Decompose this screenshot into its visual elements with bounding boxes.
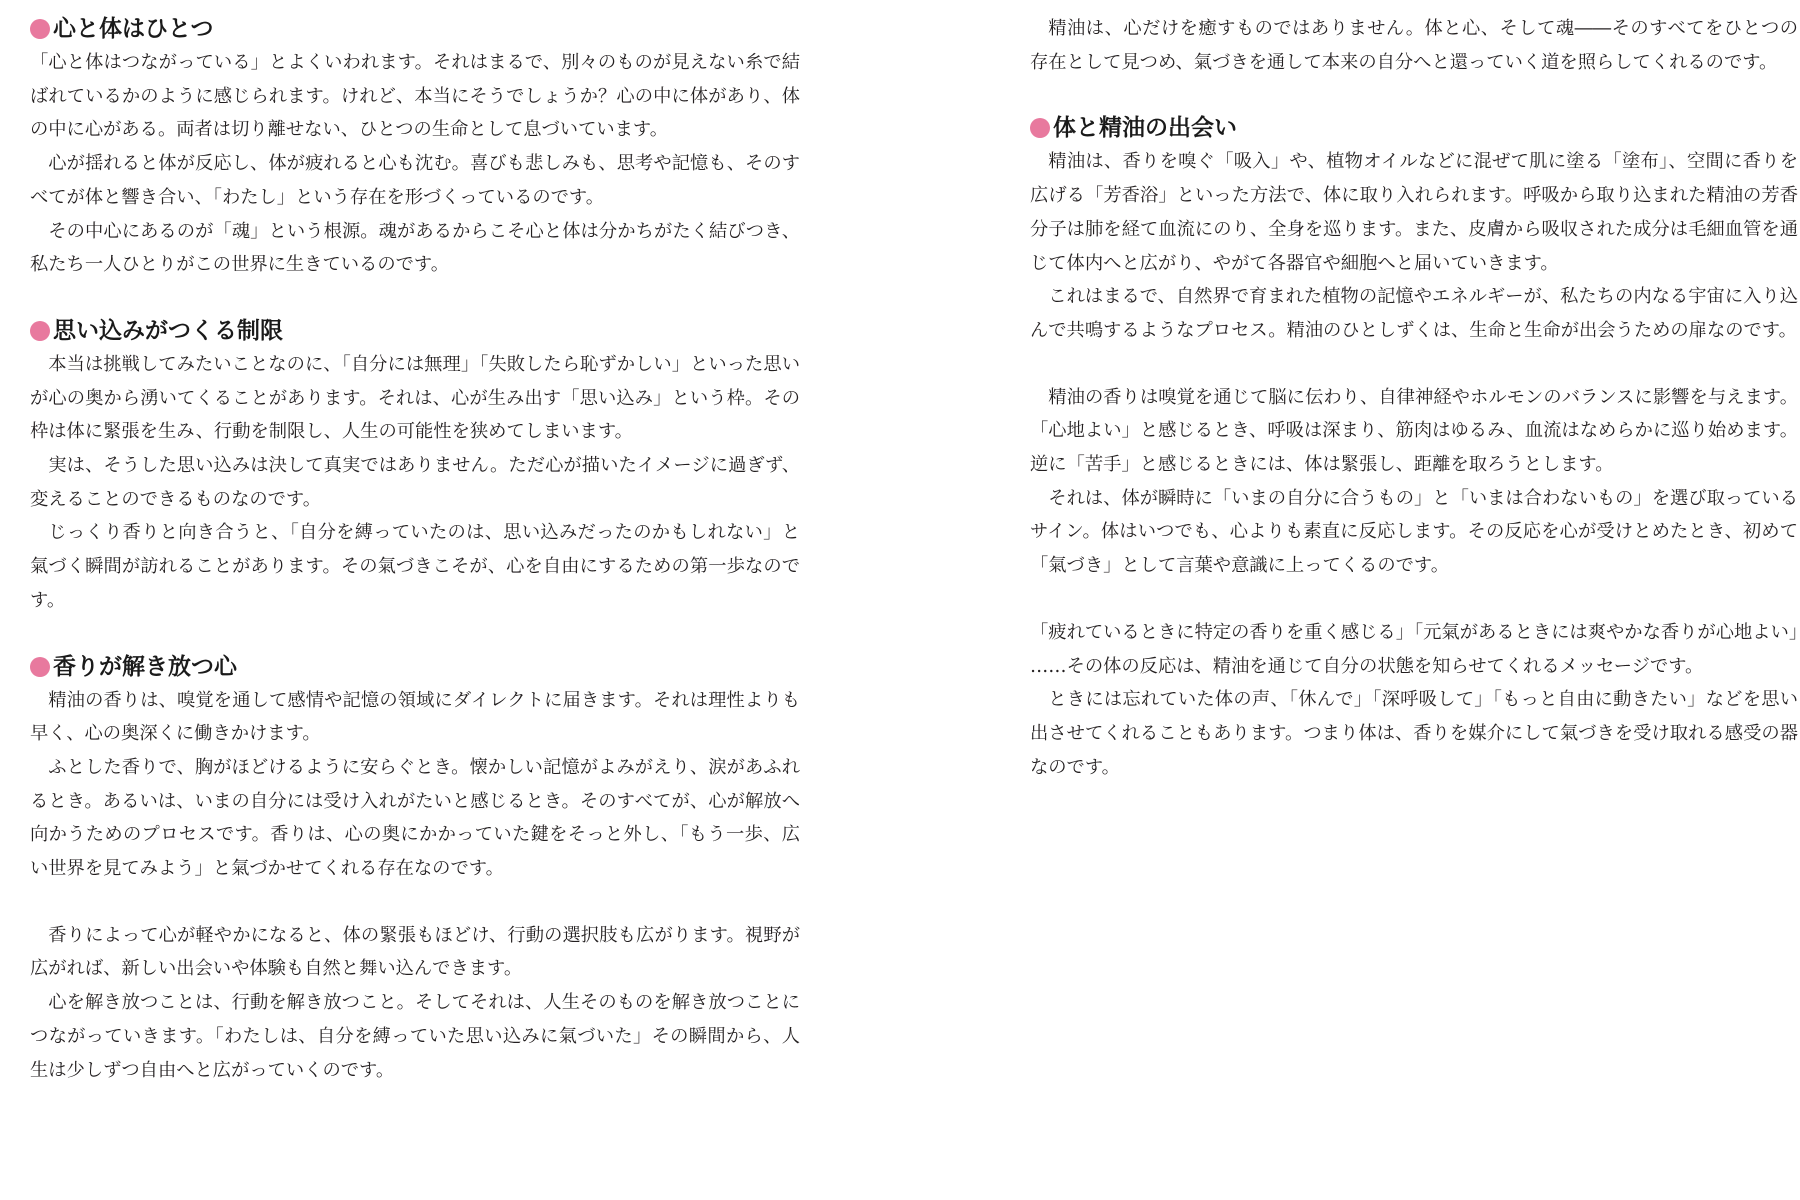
section-spacer	[30, 618, 800, 650]
body-paragraph: 「疲れているときに特定の香りを重く感じる」「元氣があるときには爽やかな香りが心地よい」……その体の反応は、精油を通じて自分の状態を知らせてくれるメッセージです。	[1030, 621, 1798, 677]
paragraph-spacer	[1030, 583, 1798, 616]
section-heading-body-oils	[1030, 111, 1798, 145]
right-column	[1030, 12, 1798, 784]
body-paragraph: それは、体が瞬時に「いまの自分に合うもの」と「いまは合わないもの」を選び取っているサイン。体はいつでも、心よりも素直に反応します。その反応を心が受けとめたとき、初めて「氣づき」として言葉や意識に上ってくるのです。	[1030, 487, 1798, 577]
pink-bullet-icon	[30, 657, 50, 677]
section-spacer	[1030, 79, 1798, 111]
body-paragraph: 精油の香りは、嗅覚を通して感情や記憶の領域にダイレクトに届きます。それは理性よりも早く、心の奥深くに働きかけます。	[30, 689, 800, 745]
pink-bullet-icon	[1030, 118, 1050, 138]
pink-bullet-icon	[30, 19, 50, 39]
left-column	[30, 12, 800, 1087]
section-heading-text: 体と精油の出会い	[1053, 115, 1237, 142]
body-paragraph: 心が揺れると体が反応し、体が疲れると心も沈む。喜びも悲しみも、思考や記憶も、そのすべてが体と響き合い、「わたし」という存在を形づくっているのです。	[30, 153, 800, 208]
section-heading-scent-release	[30, 650, 800, 684]
body-paragraph: これはまるで、自然界で育まれた植物の記憶やエネルギーが、私たちの内なる宇宙に入り込んで共鳴するようなプロセス。精油のひとしずくは、生命と生命が出会うための扉なのです。	[1030, 286, 1798, 341]
body-paragraph: 香りによって心が軽やかになると、体の緊張もほどけ、行動の選択肢も広がります。視野が広がれば、新しい出会いや体験も自然と舞い込んできます。	[30, 924, 800, 980]
body-paragraph: 心を解き放つことは、行動を解き放つこと。そしてそれは、人生そのものを解き放つことにつながっていきます。「わたしは、自分を縛っていた思い込みに氣づいた」その瞬間から、人生は少しずつ自由へと広がっていくのです。	[30, 992, 800, 1081]
section-heading-text: 香りが解き放つ心	[53, 653, 237, 680]
section-heading-mind-body	[30, 12, 800, 46]
section-heading-text: 思い込みがつくる制限	[53, 317, 283, 344]
body-paragraph: その中心にあるのが「魂」という根源。魂があるからこそ心と体は分かちがたく結びつき、私たち一人ひとりがこの世界に生きているのです。	[30, 220, 800, 276]
section-heading-text: 心と体はひとつ	[53, 16, 214, 42]
section-heading-limits	[30, 314, 800, 348]
body-paragraph: 精油は、香りを嗅ぐ「吸入」や、植物オイルなどに混ぜて肌に塗る「塗布」、空間に香りを広げる「芳香浴」といった方法で、体に取り入れられます。呼吸から取り込まれた精油の芳香分子は肺を経て血流にのり、全身を巡ります。また、皮膚から吸収された成分は毛細血管を通じて体内へと広がり、やがて各器官や細胞へと届いていきます。	[1030, 151, 1798, 274]
section-spacer	[30, 282, 800, 314]
paragraph-spacer	[1030, 348, 1798, 381]
body-paragraph: ふとした香りで、胸がほどけるように安らぐとき。懐かしい記憶がよみがえり、涙があふれるとき。あるいは、いまの自分には受け入れがたいと感じるとき。そのすべてが、心が解放へ向かうためのプロセスです。香りは、心の奥にかかっていた鍵をそっと外し、「もう一歩、広い世界を見てみよう」と氣づかせてくれる存在なのです。	[30, 756, 800, 880]
body-paragraph: ときには忘れていた体の声、「休んで」「深呼吸して」「もっと自由に動きたい」などを思い出させてくれることもあります。つまり体は、香りを媒介にして氣づきを受け取れる感受の器なのです。	[1030, 689, 1798, 778]
body-paragraph: じっくり香りと向き合うと、「自分を縛っていたのは、思い込みだったのかもしれない」と氣づく瞬間が訪れることがあります。その氣づきこそが、心を自由にするための第一歩なのです。	[30, 522, 800, 611]
body-paragraph: 本当は挑戦してみたいことなのに、「自分には無理」「失敗したら恥ずかしい」といった思いが心の奥から湧いてくることがあります。それは、心が生み出す「思い込み」という枠。その枠は体に緊張を生み、行動を制限し、人生の可能性を狭めてしまいます。	[30, 353, 800, 443]
body-paragraph: 実は、そうした思い込みは決して真実ではありません。ただ心が描いたイメージに過ぎず、変えることのできるものなのです。	[30, 455, 800, 510]
body-paragraph: 精油の香りは嗅覚を通じて脳に伝わり、自律神経やホルモンのバランスに影響を与えます。「心地よい」と感じるとき、呼吸は深まり、筋肉はゆるみ、血流はなめらかに巡り始めます。逆に「苦手」と感じるときには、体は緊張し、距離を取ろうとします。	[1030, 386, 1798, 476]
paragraph-spacer	[30, 886, 800, 919]
body-paragraph: 「心と体はつながっている」とよくいわれます。それはまるで、別々のものが見えない糸で結ばれているかのように感じられます。けれど、本当にそうでしょうか？心の中に体があり、体の中に心がある。両者は切り離せない、ひとつの生命として息づいています。	[30, 52, 800, 141]
intro-paragraph: 精油は、心だけを癒すものではありません。体と心、そして魂――そのすべてをひとつの存在として見つめ、氣づきを通して本来の自分へと還っていく道を照らしてくれるのです。	[1030, 18, 1798, 73]
pink-bullet-icon	[30, 321, 50, 341]
